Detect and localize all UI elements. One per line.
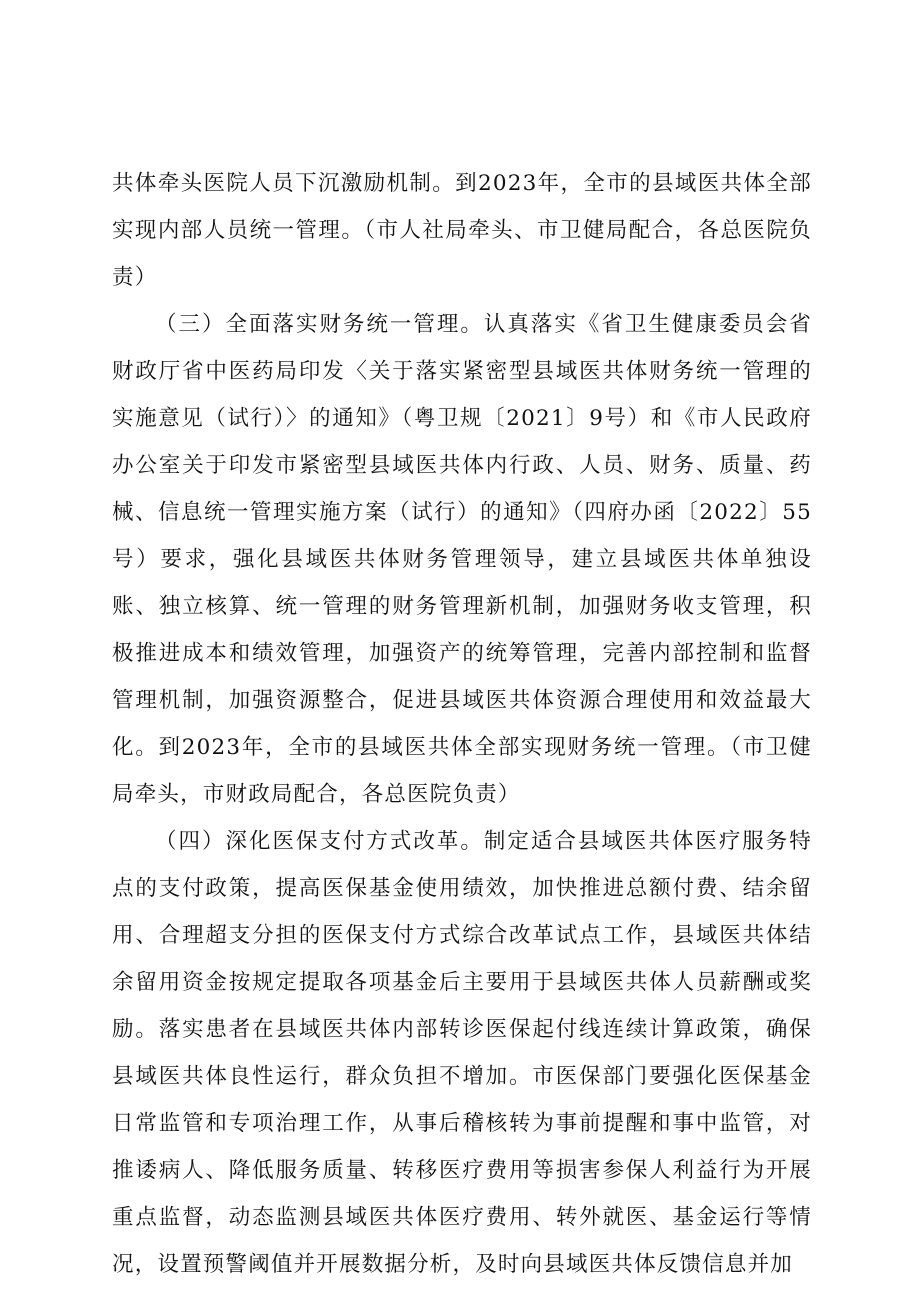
paragraph-finance-management: （三）全面落实财务统一管理。认真落实《省卫生健康委员会省财政厅省中医药局印发〈关于落实紧密型县域医共体财务统一管理的实施意见（试行）〉的通知》（粤卫规〔2021〕9号）和《市人民政府办公室关于印发市紧密型县域医共体内行政、人员、财务、质量、药械、信息统一管理实施方案（试行）的通知》（四府办函〔2022〕55号）要求，强化县域医共体财务管理领导，建立县域医共体单独设账、独立核算、统一管理的财务管理新机制，加强财务收支管理，积极推进成本和绩效管理，加强资产的统筹管理，完善内部控制和监督管理机制，加强资源整合，促进县域医共体资源合理使用和效益最大化。到2023年，全市的县域医共体全部实现财务统一管理。（市卫健局牵头，市财政局配合，各总医院负责）	[112, 312, 812, 807]
document-page	[112, 160, 812, 1288]
paragraph-medical-insurance-reform: （四）深化医保支付方式改革。制定适合县域医共体医疗服务特点的支付政策，提高医保基金使用绩效，加快推进总额付费、结余留用、合理超支分担的医保支付方式综合改革试点工作，县域医共体结余留用资金按规定提取各项基金后主要用于县域医共体人员薪酬或奖励。落实患者在县域医共体内部转诊医保起付线连续计算政策，确保县域医共体良性运行，群众负担不增加。市医保部门要强化医保基金日常监管和专项治理工作，从事后稽核转为事前提醒和事中监管，对推诿病人、降低服务质量、转移医疗费用等损害参保人利益行为开展重点监督，动态监测县域医共体医疗费用、转外就医、基金运行等情况，设置预警阈值并开展数据分析，及时向县域医共体反馈信息并加	[112, 829, 812, 1277]
paragraph-personnel-management: 共体牵头医院人员下沉激励机制。到2023年，全市的县域医共体全部实现内部人员统一管理。（市人社局牵头、市卫健局配合，各总医院负责）	[112, 171, 812, 290]
